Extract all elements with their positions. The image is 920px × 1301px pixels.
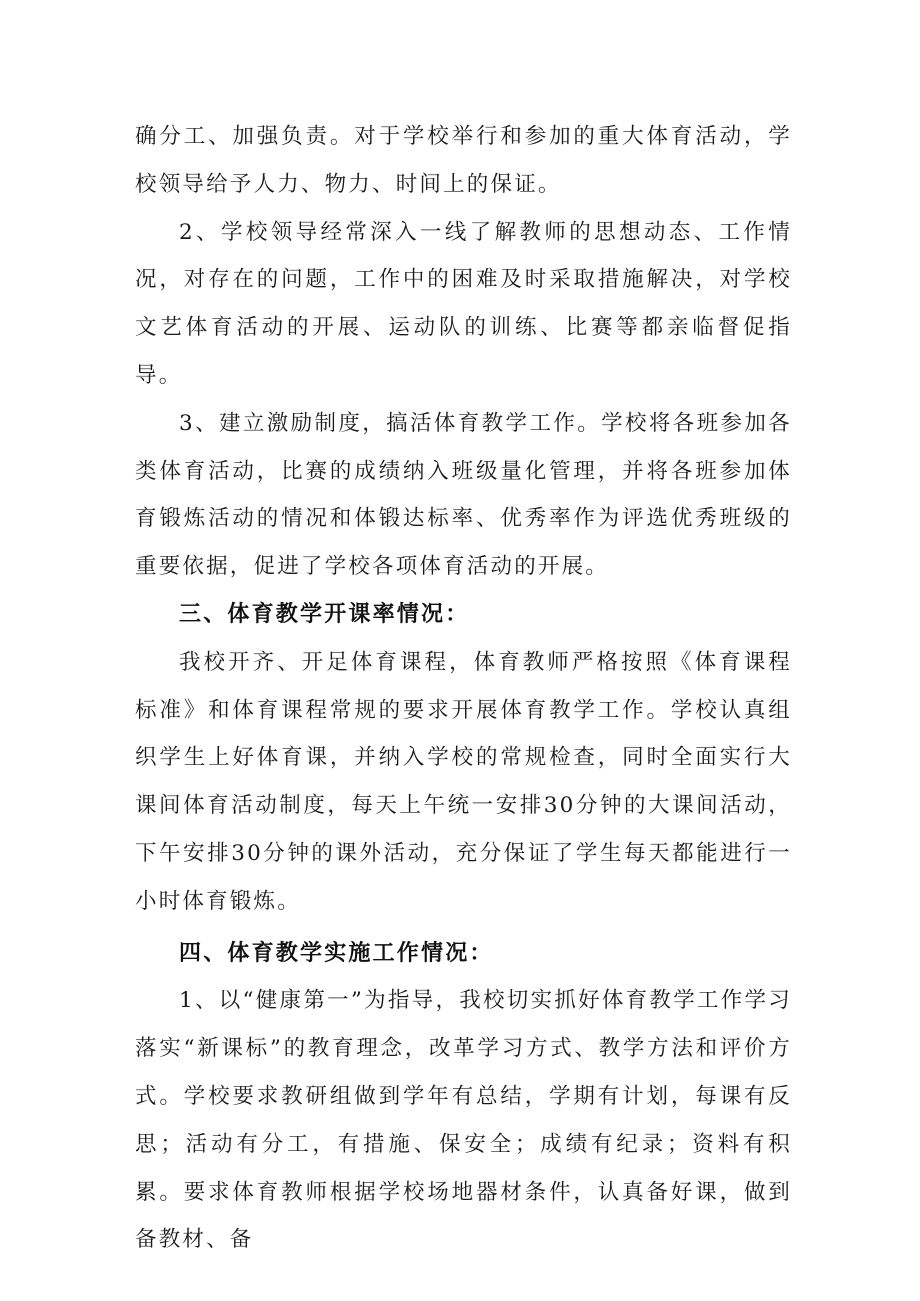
section-heading-4: 四、体育教学实施工作情况： <box>179 940 494 966</box>
section-heading-3: 三、体育教学开课率情况： <box>179 601 470 627</box>
paragraph-item-3: 3、建立激励制度，搞活体育教学工作。学校将各班参加各类体育活动，比赛的成绩纳入班级量化管理，并将各班参加体育锻炼活动的情况和体锻达标率、优秀率作为评选优秀班级的重要依据，促进了学校各项体育活动的开展。 <box>135 410 792 580</box>
paragraph-item-2: 2、学校领导经常深入一线了解教师的思想动态、工作情况，对存在的问题，工作中的困难及时采取措施解决，对学校文艺体育活动的开展、运动队的训练、比赛等都亲临督促指导。 <box>135 219 792 388</box>
paragraph-item-1-implementation: 1、以“健康第一”为指导，我校切实抓好体育教学工作学习落实“新课标”的教育理念，改革学习方式、教学方法和评价方式。学校要求教研组做到学年有总结，学期有计划，每课有反思；活动有分工，有措施、保安全；成绩有纪录；资料有积累。要求体育教师根据学校场地器材条件，认真备好课，做到备教材、备 <box>135 988 792 1253</box>
paragraph-continuation: 确分工、加强负责。对于学校举行和参加的重大体育活动，学校领导给予人力、物力、时间上的保证。 <box>135 124 792 197</box>
document-body <box>135 113 792 1264</box>
paragraph-course-rate: 我校开齐、开足体育课程，体育教师严格按照《体育课程标准》和体育课程常规的要求开展体育教学工作。学校认真组织学生上好体育课，并纳入学校的常规检查，同时全面实行大课间体育活动制度，每天上午统一安排30分钟的大课间活动，下午安排30分钟的课外活动，充分保证了学生每天都能进行一小时体育锻炼。 <box>135 649 792 914</box>
